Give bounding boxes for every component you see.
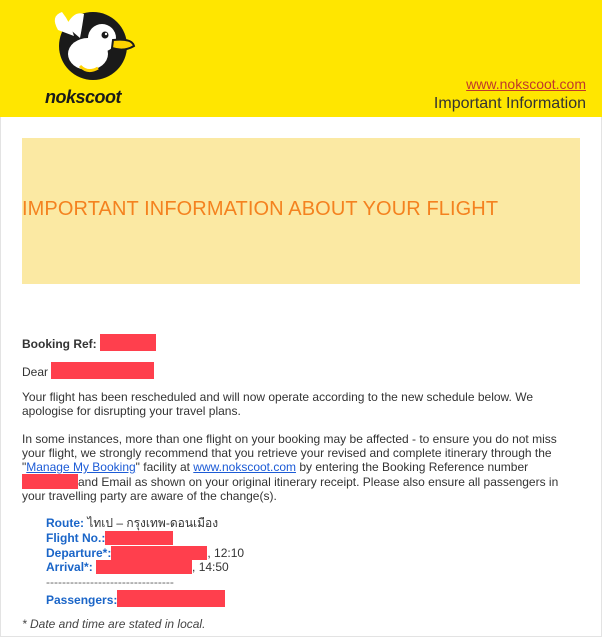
nokscoot-wordmark: nokscoot <box>45 87 122 107</box>
passengers-row <box>46 590 244 608</box>
departure-time: , 12:10 <box>207 545 245 560</box>
booking-ref-label: Booking Ref: <box>22 337 97 351</box>
quote-close: " <box>135 460 140 474</box>
dear-label: Dear <box>22 365 49 379</box>
passengers-label: Passengers: <box>46 592 118 607</box>
arrival-row <box>46 560 244 575</box>
booking-ref-row <box>22 334 156 351</box>
header-subtitle: Important Information <box>433 95 586 112</box>
instructions-text-2: facility at <box>139 460 194 474</box>
greeting-row <box>22 362 154 379</box>
separator-line: -------------------------------- <box>46 575 174 590</box>
departure-row <box>46 546 244 561</box>
route-label: Route: <box>46 516 84 530</box>
flight-no-label: Flight No.: <box>46 530 106 545</box>
flight-details <box>46 516 244 608</box>
passengers-redaction <box>117 590 225 607</box>
website-link-inline[interactable]: www.nokscoot.com <box>193 460 296 474</box>
arrival-label: Arrival*: <box>46 560 93 575</box>
email-header <box>0 0 602 117</box>
reschedule-paragraph: Your flight has been rescheduled and will now operate according to the new schedule below. We apologise for disrupting your travel plans. <box>22 390 534 418</box>
flight-no-row <box>46 531 244 546</box>
nokscoot-logo <box>40 8 160 108</box>
recipient-name-redaction <box>51 362 154 379</box>
bird-mascot-icon <box>40 8 160 88</box>
flight-no-redaction <box>105 531 173 545</box>
website-link[interactable]: www.nokscoot.com <box>466 76 586 92</box>
quote-open: " <box>22 460 27 474</box>
booking-ref-redaction <box>100 334 156 351</box>
banner-title: IMPORTANT INFORMATION ABOUT YOUR FLIGHT <box>22 198 499 220</box>
footnote: * Date and time are stated in local. <box>22 617 206 631</box>
route-value: ไทเป – กรุงเทพ-ดอนเมือง <box>87 516 219 530</box>
arrival-time: , 14:50 <box>192 560 229 575</box>
departure-label: Departure*: <box>46 545 112 560</box>
manage-my-booking-link[interactable]: Manage My Booking <box>26 460 136 474</box>
arrival-date-redaction <box>96 560 192 574</box>
instructions-text-4: and Email as shown on your original itinerary receipt. Please also ensure all passengers in your travelling party are aware of the change(s). <box>22 475 559 503</box>
instructions-paragraph <box>22 432 567 503</box>
booking-number-redaction <box>22 474 78 489</box>
instructions-text-3: by entering the Booking Reference number <box>296 460 529 474</box>
departure-date-redaction <box>111 546 207 560</box>
instructions-text-1: In some instances, more than one flight on your booking may be affected - to ensure you do not miss your flight, we strongly recommend that you retrieve your revised and complete itinerary through the <box>22 432 557 460</box>
route-row <box>46 516 244 531</box>
